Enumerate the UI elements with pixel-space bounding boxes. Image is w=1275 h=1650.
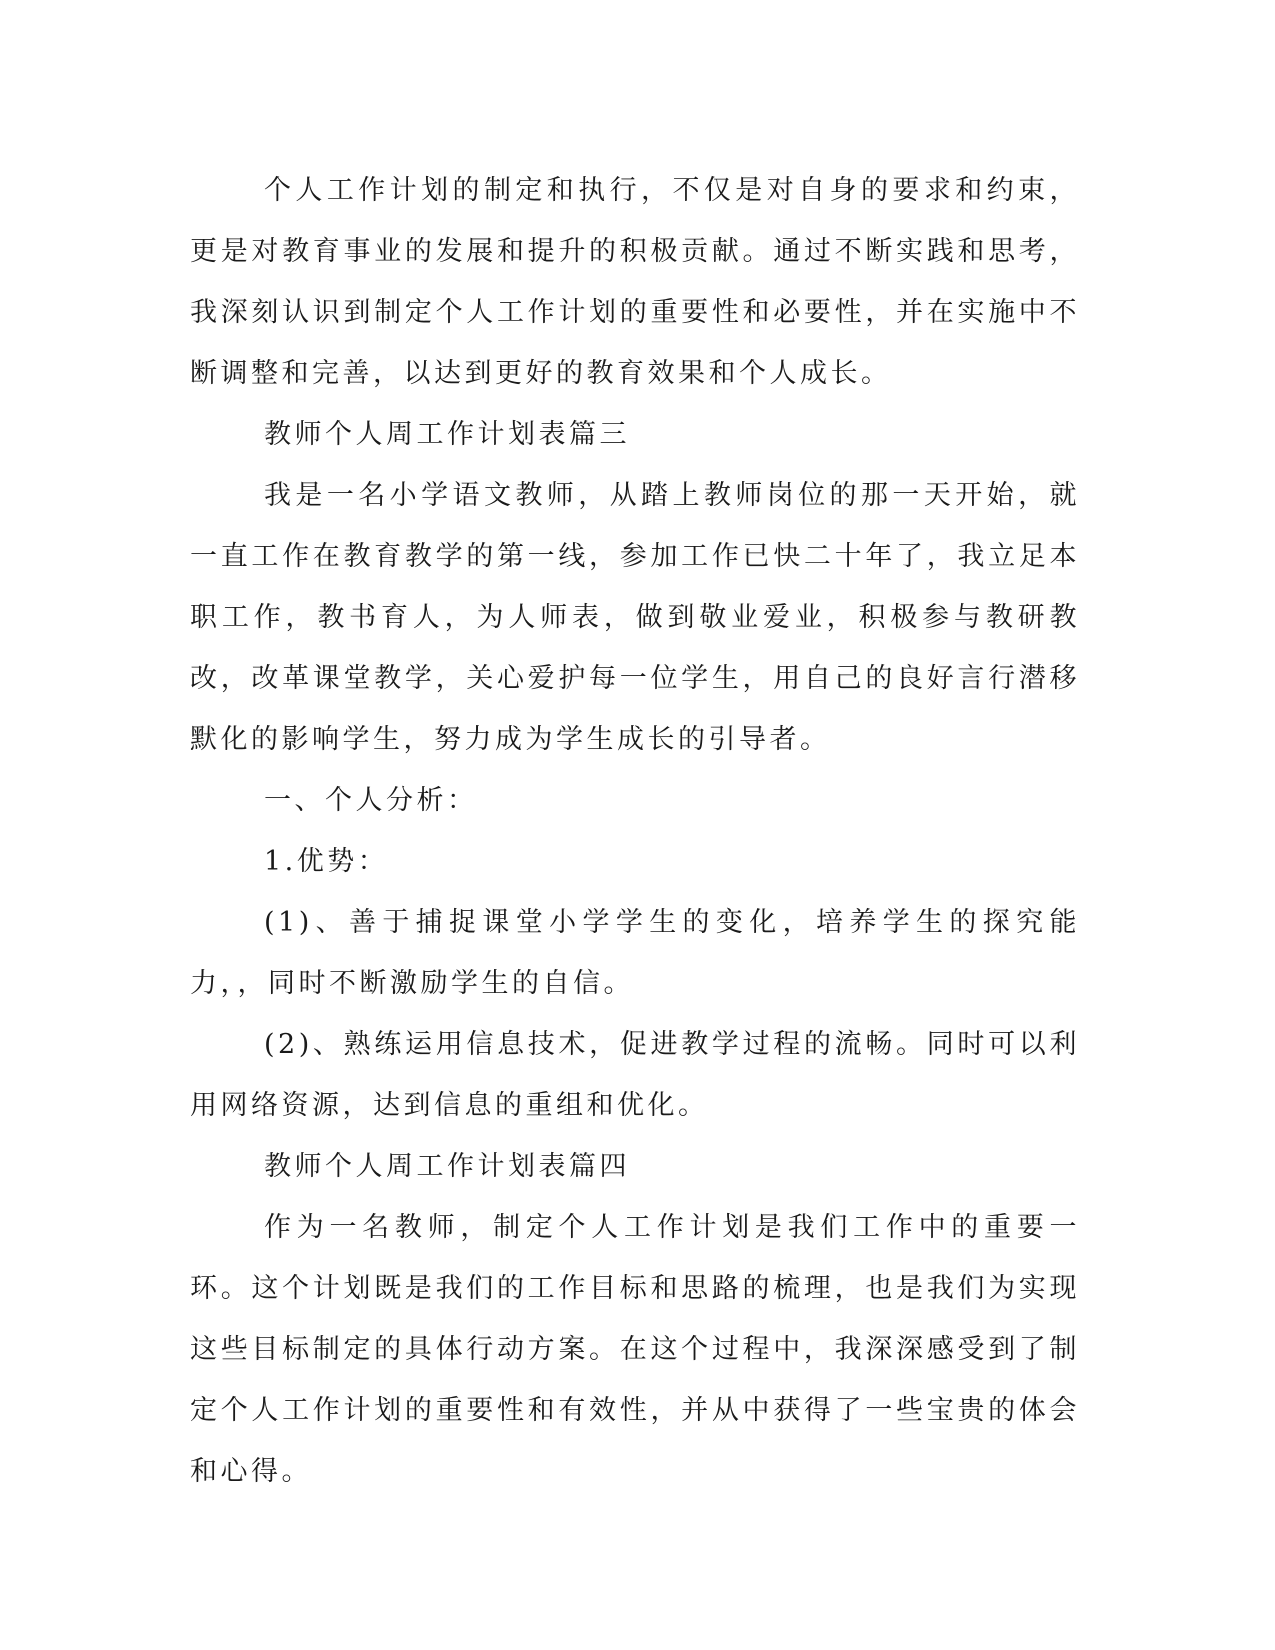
list-item-strength-2: (2)、熟练运用信息技术，促进教学过程的流畅。同时可以利用网络资源，达到信息的重组和优化。 bbox=[190, 1029, 1080, 1121]
section-heading-part-four: 教师个人周工作计划表篇四 bbox=[264, 1151, 630, 1182]
section-heading-part-three: 教师个人周工作计划表篇三 bbox=[264, 419, 630, 450]
document-body bbox=[190, 160, 1080, 1502]
list-item-strength-1: (1)、善于捕捉课堂小学学生的变化，培养学生的探究能力，，同时不断激励学生的自信。 bbox=[190, 907, 1080, 999]
paragraph-self-introduction: 我是一名小学语文教师，从踏上教师岗位的那一天开始，就一直工作在教育教学的第一线，参加工作已快二十年了，我立足本职工作，教书育人，为人师表，做到敬业爱业，积极参与教研教改，改革课堂教学，关心爱护每一位学生，用自己的良好言行潜移默化的影响学生，努力成为学生成长的引导者。 bbox=[190, 480, 1080, 755]
heading-personal-analysis: 一、个人分析： bbox=[264, 785, 478, 816]
paragraph-intro-summary: 个人工作计划的制定和执行，不仅是对自身的要求和约束，更是对教育事业的发展和提升的积极贡献。通过不断实践和思考，我深刻认识到制定个人工作计划的重要性和必要性，并在实施中不断调整和完善，以达到更好的教育效果和个人成长。 bbox=[190, 175, 1080, 389]
paragraph-plan-reflection: 作为一名教师，制定个人工作计划是我们工作中的重要一环。这个计划既是我们的工作目标和思路的梳理，也是我们为实现这些目标制定的具体行动方案。在这个过程中，我深深感受到了制定个人工作计划的重要性和有效性，并从中获得了一些宝贵的体会和心得。 bbox=[190, 1212, 1080, 1487]
heading-strengths: 1.优势： bbox=[264, 846, 389, 877]
